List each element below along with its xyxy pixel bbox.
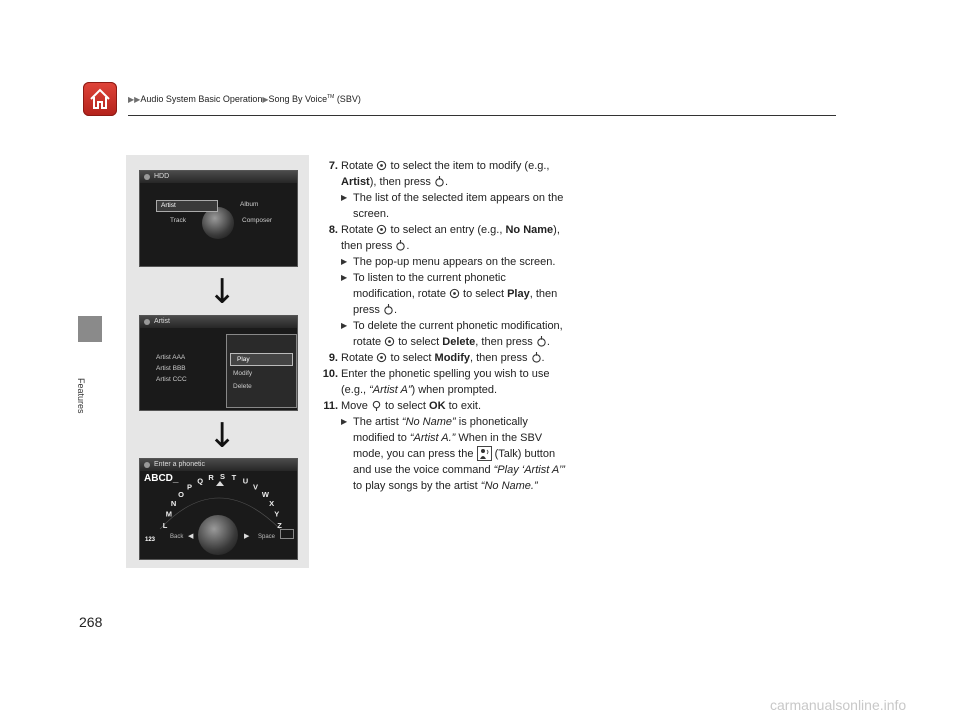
letter-key[interactable]: Z xyxy=(277,520,282,530)
press-knob-icon xyxy=(434,176,445,187)
breadcrumb-link-audio[interactable]: Audio System Basic Operation xyxy=(140,94,263,104)
breadcrumb-current: Song By Voice™ (SBV) xyxy=(268,94,361,104)
screen-title-bar: Enter a phonetic xyxy=(140,459,297,471)
letter-key[interactable]: R xyxy=(208,473,214,483)
phonetic-entry-screen xyxy=(139,458,298,560)
letter-key[interactable]: S xyxy=(220,472,226,481)
rotate-knob-icon xyxy=(384,336,395,347)
menu-item-track[interactable]: Track xyxy=(170,217,187,224)
breadcrumb-arrow-icon: ▶▶ xyxy=(128,95,141,104)
move-knob-icon xyxy=(371,400,382,411)
section-tab xyxy=(78,316,102,342)
letter-key[interactable]: N xyxy=(170,499,177,509)
talk-button-icon xyxy=(477,446,492,461)
menu-item-artist[interactable]: Artist xyxy=(156,200,218,212)
ok-key[interactable] xyxy=(280,529,294,539)
step-8-play-note: ▶ To listen to the current phonetic modification, rotate to select Play, then press . xyxy=(341,270,567,318)
hdd-screen xyxy=(139,170,298,267)
menu-item-composer[interactable]: Composer xyxy=(242,217,272,224)
up-arrow-icon xyxy=(216,481,224,486)
watermark: carmanualsonline.info xyxy=(770,697,907,713)
letter-key[interactable]: T xyxy=(231,473,237,483)
artist-screen xyxy=(139,315,298,411)
number-key[interactable]: 123 xyxy=(145,537,156,543)
list-item[interactable]: Artist BBB xyxy=(156,365,186,372)
letter-key[interactable]: X xyxy=(269,499,275,509)
letter-key[interactable]: W xyxy=(261,489,269,499)
letter-key[interactable]: O xyxy=(178,489,184,499)
down-arrow: ↓ xyxy=(208,416,237,456)
popup-item-play[interactable]: Play xyxy=(230,353,293,366)
list-item[interactable]: Artist CCC xyxy=(156,376,187,383)
header-divider xyxy=(128,115,836,116)
step-7: 7. Rotate to select the item to modify (e.g., Artist), then press . ▶ The list of the selected item appears on the screen. xyxy=(317,158,567,222)
step-11-result: ▶ The artist “No Name” is phonetically modified to “Artist A.” When in the SBV mode, you can press the (Talk) button and use the voice command “Play ‘Artist A’” to play songs by the artist “No Name.” xyxy=(341,414,567,494)
step-8-result: ▶ The pop-up menu appears on the screen. xyxy=(341,254,567,270)
step-7-result: ▶ The list of the selected item appears on the screen. xyxy=(341,190,567,222)
down-arrow: ↓ xyxy=(208,272,237,312)
step-8-delete-note: ▶ To delete the current phonetic modification, rotate to select Delete, then press . xyxy=(341,318,567,350)
press-knob-icon xyxy=(383,304,394,315)
screen-title-bar: Artist xyxy=(140,316,297,328)
phonetic-input[interactable]: ABCD_ xyxy=(144,473,179,484)
artist-list xyxy=(156,352,187,385)
popup-menu xyxy=(226,334,297,408)
step-11: 11. Move to select OK to exit. ▶ The artist “No Name” is phonetically modified to “Artist A.” When in the SBV mode, you can press the (Talk) button and use the voice command “Play ‘Artist A’” to play songs by the artist “No Name.” xyxy=(317,398,567,494)
press-knob-icon xyxy=(395,240,406,251)
letter-key[interactable]: M xyxy=(165,509,172,519)
page-number: 268 xyxy=(79,614,103,630)
press-knob-icon xyxy=(531,352,542,363)
home-icon xyxy=(88,87,112,111)
popup-item-modify[interactable]: Modify xyxy=(233,370,253,377)
menu-item-album[interactable]: Album xyxy=(240,201,259,208)
space-key[interactable]: Space xyxy=(258,534,276,540)
letter-key[interactable]: Q xyxy=(197,476,204,486)
letter-key[interactable]: Y xyxy=(274,509,280,519)
letter-key[interactable]: V xyxy=(253,482,259,492)
breadcrumb xyxy=(128,94,361,104)
instructions xyxy=(317,158,567,494)
rotate-knob-icon xyxy=(376,160,387,171)
dial-knob xyxy=(198,515,238,555)
letter-key[interactable]: P xyxy=(187,482,193,492)
step-8: 8. Rotate to select an entry (e.g., No Name), then press . ▶ The pop-up menu appears on the screen. ▶ To listen to the current phonetic modification, rotate to select Play, then press . ▶ To delete the current phonetic modification, rotate to select Delete, then press . xyxy=(317,222,567,350)
screen-title-bar: HDD xyxy=(140,171,297,183)
back-key[interactable]: Back xyxy=(170,534,184,540)
rotate-knob-icon xyxy=(376,352,387,363)
list-item[interactable]: Artist AAA xyxy=(156,354,186,361)
breadcrumb-arrow-icon: ▶ xyxy=(262,95,269,104)
popup-item-delete[interactable]: Delete xyxy=(233,383,252,390)
home-button[interactable] xyxy=(83,82,117,116)
press-knob-icon xyxy=(536,336,547,347)
rotate-knob-icon xyxy=(449,288,460,299)
left-arrow-icon: ◀ xyxy=(188,533,194,540)
rotate-knob-icon xyxy=(376,224,387,235)
right-arrow-icon: ▶ xyxy=(244,533,250,540)
screenshot-panel xyxy=(126,155,309,568)
step-9: 9. Rotate to select Modify, then press . xyxy=(328,352,545,364)
section-label: Features xyxy=(76,378,86,414)
letter-key[interactable]: L xyxy=(162,520,168,530)
step-10: 10. Enter the phonetic spelling you wish to use (e.g., “Artist A”) when prompted. xyxy=(322,368,550,396)
letter-key[interactable]: U xyxy=(242,476,249,486)
